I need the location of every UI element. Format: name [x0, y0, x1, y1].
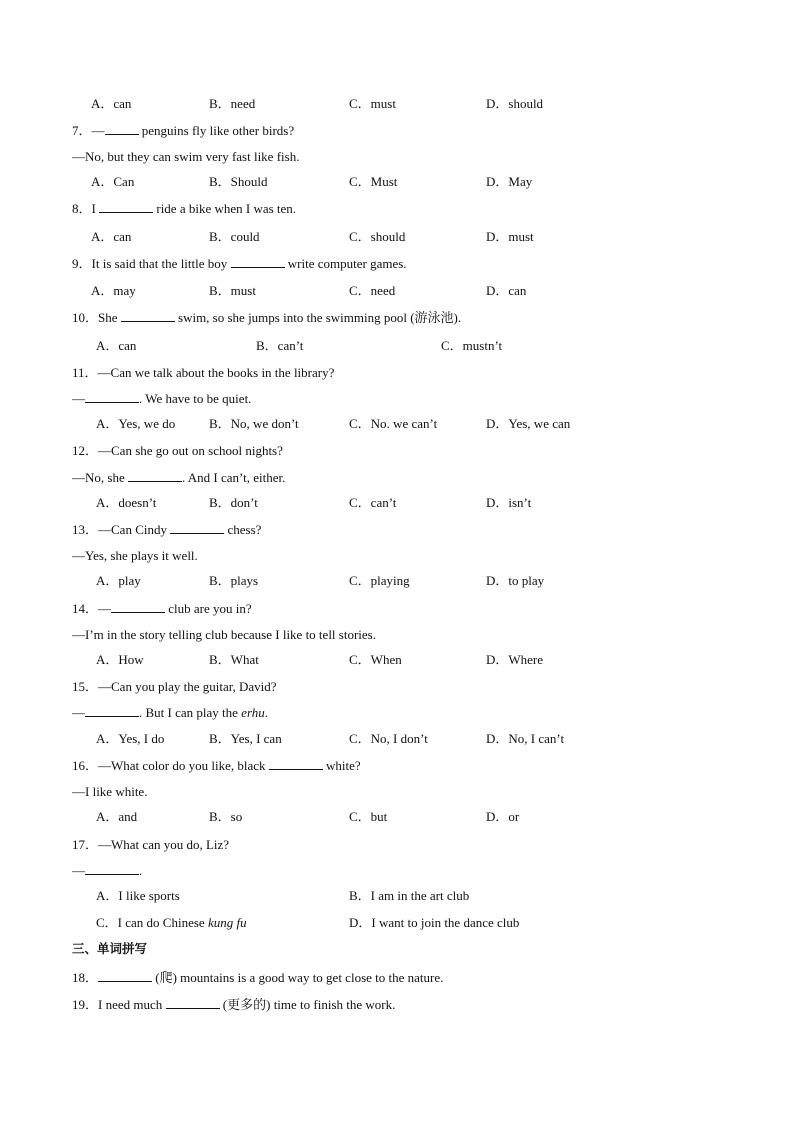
q16-blank[interactable] — [269, 757, 323, 770]
q6-option-c[interactable]: C．must — [349, 96, 396, 111]
q7-option-d[interactable]: D．May — [486, 174, 533, 189]
q9-option-d[interactable]: D．can — [486, 283, 527, 298]
q18-stem: 18． (爬) mountains is a good way to get close to the nature. — [72, 970, 444, 985]
q16-option-d[interactable]: D．or — [486, 809, 520, 824]
q13-stem: 13．—Can Cindy chess? — [72, 522, 262, 537]
q7-option-c[interactable]: C．Must — [349, 174, 398, 189]
q8-option-b[interactable]: B．could — [209, 229, 260, 244]
q6-option-a[interactable]: A．can — [91, 96, 132, 111]
q10-blank[interactable] — [121, 309, 175, 322]
q7-stem: 7．— penguins fly like other birds? — [72, 123, 295, 138]
q9-option-c[interactable]: C．need — [349, 283, 396, 298]
q13-options — [0, 572, 794, 590]
q12-option-b[interactable]: B．don’t — [209, 495, 258, 510]
q13-option-c[interactable]: C．playing — [349, 573, 410, 588]
q15-option-d[interactable]: D．No, I can’t — [486, 731, 565, 746]
q19-blank[interactable] — [166, 996, 220, 1009]
q17-option-a[interactable]: A．I like sports — [96, 888, 180, 903]
q16-option-b[interactable]: B．so — [209, 809, 243, 824]
q14-option-c[interactable]: C．When — [349, 652, 402, 667]
q18-blank[interactable] — [98, 969, 152, 982]
q14-answer-line: —I’m in the story telling club because I like to tell stories. — [72, 627, 376, 642]
q13-option-b[interactable]: B．plays — [209, 573, 259, 588]
q7-options — [0, 173, 794, 191]
q11-option-c[interactable]: C．No. we can’t — [349, 416, 438, 431]
q7-answer-line: —No, but they can swim very fast like fish. — [72, 149, 300, 164]
q15-answer-line: — . But I can play the erhu. — [72, 705, 269, 720]
q11-option-b[interactable]: B．No, we don’t — [209, 416, 299, 431]
section-heading: 三、单词拼写 — [72, 941, 148, 956]
q11-options — [0, 415, 794, 433]
q14-option-a[interactable]: A．How — [96, 652, 144, 667]
q17-stem: 17．—What can you do, Liz? — [72, 837, 230, 852]
q11-option-d[interactable]: D．Yes, we can — [486, 416, 571, 431]
q11-option-a[interactable]: A．Yes, we do — [96, 416, 176, 431]
q7-option-a[interactable]: A．Can — [91, 174, 135, 189]
q19-stem: 19．I need much (更多的) time to finish the work. — [72, 997, 396, 1012]
q12-option-c[interactable]: C．can’t — [349, 495, 397, 510]
q13-blank[interactable] — [170, 521, 224, 534]
q17-option-b[interactable]: B．I am in the art club — [349, 888, 470, 903]
q16-option-a[interactable]: A．and — [96, 809, 138, 824]
q17-option-d[interactable]: D．I want to join the dance club — [349, 915, 520, 930]
q10-options — [0, 337, 794, 355]
q17-blank[interactable] — [85, 862, 139, 875]
q15-option-a[interactable]: A．Yes, I do — [96, 731, 165, 746]
q7-option-b[interactable]: B．Should — [209, 174, 268, 189]
q11-blank[interactable] — [85, 390, 139, 403]
q8-blank[interactable] — [99, 200, 153, 213]
q17-options-row2 — [0, 914, 794, 932]
q14-option-b[interactable]: B．What — [209, 652, 259, 667]
q13-option-d[interactable]: D．to play — [486, 573, 545, 588]
q6-options — [0, 95, 794, 113]
q12-options — [0, 494, 794, 512]
q9-option-a[interactable]: A．may — [91, 283, 136, 298]
q17-option-c[interactable]: C．I can do Chinese kung fu — [96, 915, 247, 930]
q13-answer-line: —Yes, she plays it well. — [72, 548, 198, 563]
q9-option-b[interactable]: B．must — [209, 283, 256, 298]
q12-option-a[interactable]: A．doesn’t — [96, 495, 157, 510]
q7-blank[interactable] — [105, 122, 139, 135]
q15-stem: 15．—Can you play the guitar, David? — [72, 679, 277, 694]
q8-options — [0, 228, 794, 246]
q16-options — [0, 808, 794, 826]
q8-stem: 8．I ride a bike when I was ten. — [72, 201, 297, 216]
q11-answer-line: — . We have to be quiet. — [72, 391, 252, 406]
q11-stem: 11．—Can we talk about the books in the library? — [72, 365, 335, 380]
q12-blank[interactable] — [128, 469, 182, 482]
q17-options-row1 — [0, 887, 794, 905]
q9-options — [0, 282, 794, 300]
q10-stem: 10．She swim, so she jumps into the swimming pool (游泳池). — [72, 310, 462, 325]
q15-option-c[interactable]: C．No, I don’t — [349, 731, 428, 746]
q6-option-b[interactable]: B．need — [209, 96, 256, 111]
q14-options — [0, 651, 794, 669]
q8-option-c[interactable]: C．should — [349, 229, 406, 244]
q16-stem: 16．—What color do you like, black white? — [72, 758, 361, 773]
q17-answer-line: — . — [72, 863, 143, 878]
q14-blank[interactable] — [111, 600, 165, 613]
q12-stem: 12．—Can she go out on school nights? — [72, 443, 283, 458]
q10-option-c[interactable]: C．mustn’t — [441, 338, 503, 353]
q14-stem: 14．— club are you in? — [72, 601, 252, 616]
q12-answer-line: —No, she . And I can’t, either. — [72, 470, 286, 485]
q12-option-d[interactable]: D．isn’t — [486, 495, 532, 510]
q6-option-d[interactable]: D．should — [486, 96, 544, 111]
q9-blank[interactable] — [231, 255, 285, 268]
q10-option-b[interactable]: B．can’t — [256, 338, 304, 353]
q10-option-a[interactable]: A．can — [96, 338, 137, 353]
q16-option-c[interactable]: C．but — [349, 809, 388, 824]
q15-option-b[interactable]: B．Yes, I can — [209, 731, 282, 746]
q16-answer-line: —I like white. — [72, 784, 148, 799]
q15-blank[interactable] — [85, 704, 139, 717]
q8-option-a[interactable]: A．can — [91, 229, 132, 244]
q8-option-d[interactable]: D．must — [486, 229, 534, 244]
q14-option-d[interactable]: D．Where — [486, 652, 544, 667]
q13-option-a[interactable]: A．play — [96, 573, 141, 588]
q15-options — [0, 730, 794, 748]
q9-stem: 9．It is said that the little boy write computer games. — [72, 256, 407, 271]
